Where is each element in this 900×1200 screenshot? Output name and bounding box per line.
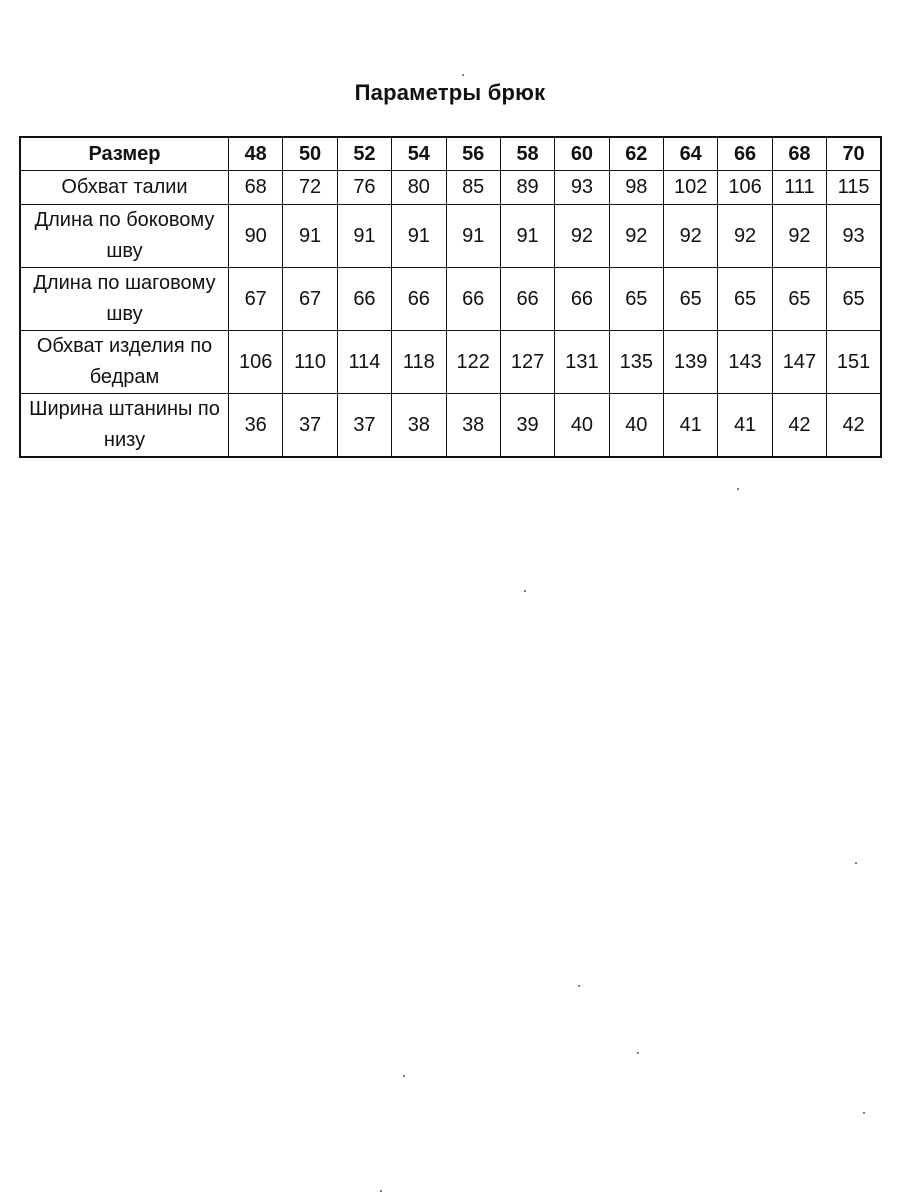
value-cell: 76 [337, 171, 391, 205]
value-cell: 135 [609, 331, 663, 394]
value-cell: 39 [500, 394, 554, 458]
scan-speck [637, 1052, 639, 1054]
value-cell: 85 [446, 171, 500, 205]
value-cell: 91 [392, 205, 446, 268]
value-cell: 91 [446, 205, 500, 268]
value-cell: 93 [555, 171, 609, 205]
value-cell: 115 [827, 171, 881, 205]
value-cell: 65 [827, 268, 881, 331]
scan-speck [737, 488, 739, 490]
value-cell: 38 [446, 394, 500, 458]
value-cell: 111 [772, 171, 826, 205]
row-label: Длина по боковому шву [20, 205, 229, 268]
size-cell: 68 [772, 137, 826, 171]
value-cell: 65 [772, 268, 826, 331]
value-cell: 72 [283, 171, 337, 205]
size-cell: 54 [392, 137, 446, 171]
value-cell: 91 [337, 205, 391, 268]
value-cell: 42 [772, 394, 826, 458]
value-cell: 66 [446, 268, 500, 331]
table-header-row [20, 137, 881, 171]
scan-speck [863, 1112, 865, 1114]
row-label: Длина по шаговому шву [20, 268, 229, 331]
value-cell: 80 [392, 171, 446, 205]
value-cell: 114 [337, 331, 391, 394]
header-label: Размер [20, 137, 229, 171]
scan-speck [403, 1075, 405, 1077]
row-label: Обхват изделия по бедрам [20, 331, 229, 394]
value-cell: 65 [718, 268, 772, 331]
table-row [20, 331, 881, 394]
value-cell: 131 [555, 331, 609, 394]
value-cell: 98 [609, 171, 663, 205]
value-cell: 92 [664, 205, 718, 268]
size-table [19, 136, 882, 458]
value-cell: 118 [392, 331, 446, 394]
value-cell: 151 [827, 331, 881, 394]
value-cell: 65 [609, 268, 663, 331]
value-cell: 68 [229, 171, 283, 205]
value-cell: 143 [718, 331, 772, 394]
value-cell: 106 [718, 171, 772, 205]
value-cell: 36 [229, 394, 283, 458]
value-cell: 66 [500, 268, 554, 331]
value-cell: 37 [283, 394, 337, 458]
value-cell: 122 [446, 331, 500, 394]
value-cell: 38 [392, 394, 446, 458]
size-cell: 48 [229, 137, 283, 171]
value-cell: 66 [555, 268, 609, 331]
value-cell: 102 [664, 171, 718, 205]
value-cell: 90 [229, 205, 283, 268]
value-cell: 41 [664, 394, 718, 458]
scan-speck [380, 1190, 382, 1192]
value-cell: 41 [718, 394, 772, 458]
value-cell: 67 [229, 268, 283, 331]
table-row [20, 394, 881, 458]
scan-speck [855, 862, 857, 864]
row-label: Обхват талии [20, 171, 229, 205]
table-row [20, 205, 881, 268]
size-cell: 50 [283, 137, 337, 171]
size-cell: 60 [555, 137, 609, 171]
value-cell: 147 [772, 331, 826, 394]
table-row [20, 268, 881, 331]
size-cell: 70 [827, 137, 881, 171]
value-cell: 91 [283, 205, 337, 268]
value-cell: 127 [500, 331, 554, 394]
table-row [20, 171, 881, 205]
value-cell: 89 [500, 171, 554, 205]
value-cell: 65 [664, 268, 718, 331]
value-cell: 110 [283, 331, 337, 394]
value-cell: 42 [827, 394, 881, 458]
value-cell: 40 [609, 394, 663, 458]
page-title: Параметры брюк [354, 80, 546, 105]
value-cell: 66 [337, 268, 391, 331]
size-cell: 66 [718, 137, 772, 171]
value-cell: 92 [555, 205, 609, 268]
size-cell: 56 [446, 137, 500, 171]
value-cell: 92 [772, 205, 826, 268]
size-cell: 62 [609, 137, 663, 171]
value-cell: 106 [229, 331, 283, 394]
row-label: Ширина штанины по низу [20, 394, 229, 458]
size-cell: 64 [664, 137, 718, 171]
value-cell: 92 [609, 205, 663, 268]
size-cell: 58 [500, 137, 554, 171]
scan-speck [578, 985, 580, 987]
size-cell: 52 [337, 137, 391, 171]
value-cell: 67 [283, 268, 337, 331]
value-cell: 91 [500, 205, 554, 268]
value-cell: 66 [392, 268, 446, 331]
value-cell: 139 [664, 331, 718, 394]
value-cell: 93 [827, 205, 881, 268]
value-cell: 37 [337, 394, 391, 458]
scan-speck [524, 590, 526, 592]
scan-speck [462, 74, 464, 76]
value-cell: 40 [555, 394, 609, 458]
value-cell: 92 [718, 205, 772, 268]
